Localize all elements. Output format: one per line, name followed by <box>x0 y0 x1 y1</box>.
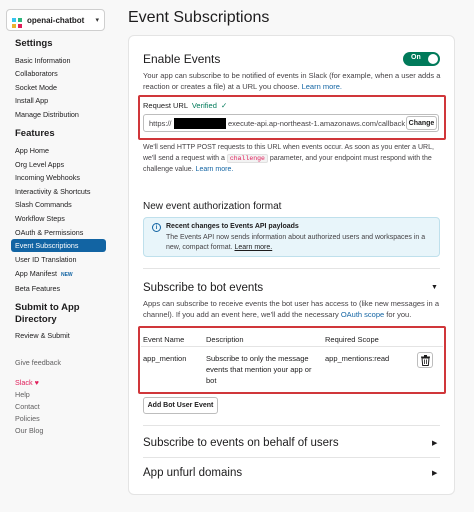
unfurl-domains-title[interactable]: App unfurl domains <box>143 467 243 479</box>
event-name-cell[interactable]: app_mention <box>143 354 187 363</box>
learn-more-link[interactable]: Learn more. <box>301 82 342 91</box>
sidebar-item-workflow-steps[interactable]: Workflow Steps <box>15 214 65 223</box>
app-logo-icon <box>12 15 22 25</box>
verified-status: Verified <box>191 101 217 110</box>
sidebar-item-org-level-apps[interactable]: Org Level Apps <box>15 160 65 169</box>
app-selector[interactable] <box>6 9 105 31</box>
request-url-label <box>143 101 227 110</box>
change-url-button[interactable]: Change <box>406 116 437 130</box>
check-icon: ✓ <box>220 101 228 110</box>
enable-events-description <box>143 70 441 92</box>
trash-icon <box>421 355 430 366</box>
enable-events-title: Enable Events <box>143 52 221 66</box>
collapse-triangle-icon[interactable]: ▼ <box>431 284 438 291</box>
info-learn-more-link[interactable]: Learn more. <box>234 244 273 251</box>
divider <box>143 268 440 269</box>
divider <box>143 425 440 426</box>
enable-events-toggle[interactable] <box>403 52 440 66</box>
sidebar-item-slash-commands[interactable]: Slash Commands <box>15 200 72 209</box>
toggle-knob <box>428 54 438 64</box>
sidebar-item-user-id-translation[interactable]: User ID Translation <box>15 255 77 264</box>
column-header-required-scope: Required Scope <box>325 335 379 344</box>
bot-events-description-text-2: for you. <box>386 310 412 319</box>
column-header-description: Description <box>206 335 244 344</box>
sidebar-item-incoming-webhooks[interactable]: Incoming Webhooks <box>15 173 80 182</box>
bot-events-description <box>143 298 441 320</box>
http-learn-more-link[interactable]: Learn more. <box>195 166 234 173</box>
heart-icon: ♥ <box>34 378 39 387</box>
event-scope-cell: app_mentions:read <box>325 354 390 363</box>
expand-triangle-icon[interactable]: ▶ <box>432 440 438 447</box>
divider <box>143 457 440 458</box>
column-header-event-name: Event Name <box>143 335 185 344</box>
sidebar-item-interactivity-shortcuts[interactable]: Interactivity & Shortcuts <box>15 187 91 196</box>
sidebar-item-app-manifest[interactable] <box>15 269 73 278</box>
sidebar-heading-features: Features <box>15 128 55 139</box>
sidebar-item-event-subscriptions[interactable]: Event Subscriptions <box>11 239 106 252</box>
sidebar-item-install-app[interactable]: Install App <box>15 96 49 105</box>
http-note <box>143 142 441 175</box>
help-link[interactable]: Help <box>15 390 30 399</box>
bot-events-description-text-1: Apps can subscribe to receive events the bot user has access to (like new messages in a channel). If you add an event here, we'll add the necessary <box>143 299 439 319</box>
url-suffix: execute-api.ap-northeast-1.amazonaws.com/callback <box>228 119 406 128</box>
info-banner <box>143 217 440 257</box>
request-url-label-text: Request URL <box>143 101 188 110</box>
contact-link[interactable]: Contact <box>15 402 40 411</box>
enable-events-description-text: Your app can subscribe to be notified of events in Slack (for example, when a user adds a reaction or creates a file) at a URL you choose. <box>143 71 441 91</box>
sidebar-item-basic-information[interactable]: Basic Information <box>15 56 71 65</box>
our-blog-link[interactable]: Our Blog <box>15 426 44 435</box>
delete-event-button[interactable] <box>417 352 433 368</box>
info-banner-body <box>166 233 436 253</box>
slack-link[interactable] <box>15 378 39 387</box>
new-badge: NEW <box>60 272 73 278</box>
sidebar <box>0 0 112 512</box>
give-feedback-link[interactable]: Give feedback <box>15 358 61 367</box>
add-bot-user-event-button[interactable]: Add Bot User Event <box>143 397 218 414</box>
app-name: openai-chatbot <box>27 15 85 25</box>
slack-link-label: Slack <box>15 378 33 387</box>
page-title: Event Subscriptions <box>128 9 270 26</box>
auth-format-title: New event authorization format <box>143 201 282 212</box>
user-events-title[interactable]: Subscribe to events on behalf of users <box>143 437 339 449</box>
sidebar-item-socket-mode[interactable]: Socket Mode <box>15 83 57 92</box>
toggle-label: On <box>411 54 421 61</box>
info-icon: i <box>152 223 161 232</box>
chevron-down-icon: ▾ <box>95 17 99 24</box>
sidebar-item-manage-distribution[interactable]: Manage Distribution <box>15 110 79 119</box>
url-prefix: https:// <box>149 119 172 128</box>
sidebar-item-review-submit[interactable]: Review & Submit <box>15 331 70 340</box>
sidebar-item-beta-features[interactable]: Beta Features <box>15 284 61 293</box>
sidebar-heading-settings: Settings <box>15 38 53 49</box>
challenge-code: challenge <box>227 154 268 163</box>
redacted-block <box>174 118 226 129</box>
info-banner-body-text: The Events API now sends information about authorized users and workspaces in a new, compact format. <box>166 234 426 251</box>
sidebar-item-collaborators[interactable]: Collaborators <box>15 69 58 78</box>
http-note-text-2: parameter, and your endpoint must respond with the challenge value. <box>143 155 432 173</box>
oauth-scope-link[interactable]: OAuth scope <box>340 310 385 319</box>
sidebar-item-oauth-permissions[interactable]: OAuth & Permissions <box>15 228 84 237</box>
expand-triangle-icon[interactable]: ▶ <box>432 470 438 477</box>
event-description-cell: Subscribe to only the message events that mention your app or bot <box>206 354 312 385</box>
sidebar-item-app-home[interactable]: App Home <box>15 146 49 155</box>
sidebar-heading-submit: Submit to App Directory <box>15 302 80 325</box>
request-url-input[interactable] <box>143 114 439 132</box>
table-header-divider <box>141 346 443 347</box>
http-note-text-1: We'll send HTTP POST requests to this URL when events occur. As soon as you enter a URL, we'll send a request with a <box>143 144 434 162</box>
sidebar-item-label: App Manifest <box>15 269 57 278</box>
info-banner-title: Recent changes to Events API payloads <box>166 223 299 230</box>
policies-link[interactable]: Policies <box>15 414 40 423</box>
bot-events-title: Subscribe to bot events <box>143 282 264 294</box>
